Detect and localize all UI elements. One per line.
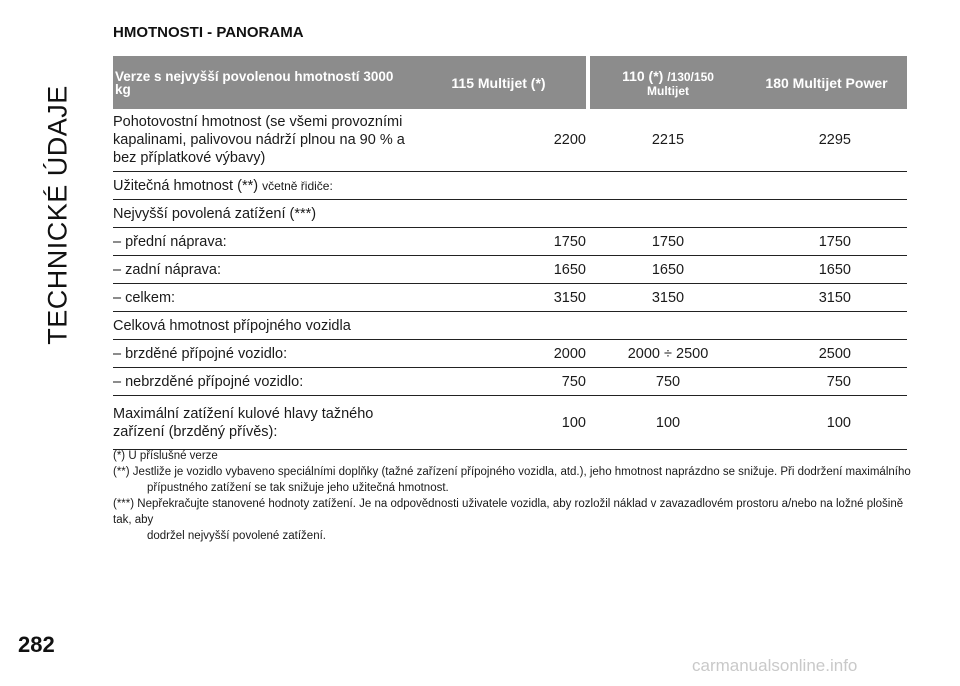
row-label: Nejvyšší povolená zatížení (***) xyxy=(113,200,411,228)
row-value-col3: 1650 xyxy=(746,256,907,284)
row-label: Maximální zatížení kulové hlavy tažného zařízení (brzděný přívěs): xyxy=(113,396,411,450)
row-value-col3 xyxy=(746,312,907,340)
row-value-col1: 1650 xyxy=(411,256,586,284)
row-value-col3 xyxy=(746,200,907,228)
row-value-col2: 2215 xyxy=(590,109,746,172)
footnote-2-cont: přípustného zatížení se tak snižuje jeho užitečná hmotnost. xyxy=(147,482,449,494)
page-title: HMOTNOSTI - PANORAMA xyxy=(113,24,304,41)
row-label-main: Užitečná hmotnost (**) xyxy=(113,177,259,194)
row-label: Pohotovostní hmotnost (se všemi provozními kapalinami, palivovou nádrží plnou na 90 % a bez příplatkové výbavy) xyxy=(113,109,411,172)
table-row xyxy=(113,172,907,200)
row-value-col3: 750 xyxy=(746,368,907,396)
row-value-col1: 2000 xyxy=(411,340,586,368)
table-row xyxy=(113,200,907,228)
header-180-multijet-power: 180 Multijet Power xyxy=(746,56,907,109)
row-value-col2 xyxy=(590,200,746,228)
row-value-col1: 100 xyxy=(411,396,586,450)
row-value-col3: 2295 xyxy=(746,109,907,172)
table-row xyxy=(113,228,907,256)
row-value-col3: 2500 xyxy=(746,340,907,368)
header-multijet-label: Multijet xyxy=(647,83,689,98)
header-115-multijet: 115 Multijet (*) xyxy=(411,56,586,109)
row-value-col2: 100 xyxy=(590,396,746,450)
row-value-col2: 3150 xyxy=(590,284,746,312)
row-label: Celková hmotnost přípojného vozidla xyxy=(113,312,586,340)
weights-table xyxy=(113,56,907,450)
row-value-col1: 1750 xyxy=(411,228,586,256)
row-value-col1 xyxy=(411,200,586,228)
row-value-col1: 750 xyxy=(411,368,586,396)
row-value-col2 xyxy=(590,312,746,340)
watermark: carmanualsonline.info xyxy=(692,656,858,675)
row-label: – přední náprava: xyxy=(113,228,411,256)
table-row xyxy=(113,396,907,450)
table-row xyxy=(113,368,907,396)
footnotes xyxy=(113,448,913,544)
row-value-col1: 3150 xyxy=(411,284,586,312)
footnote-3: (***) Nepřekračujte stanovené hodnoty zatížení. Je na odpovědnosti uživatele vozidla, aby rozložil náklad v zavazadlovém prostoru a/nebo na ložné plošině tak, aby xyxy=(113,498,904,526)
table-row xyxy=(113,109,907,172)
row-value-col1: 2200 xyxy=(411,109,586,172)
row-label-small: včetně řidiče: xyxy=(262,178,333,193)
row-value-col3 xyxy=(746,172,907,200)
row-value-col3: 100 xyxy=(746,396,907,450)
side-section-title: TECHNICKÉ ÚDAJE xyxy=(42,85,73,345)
row-value-col2 xyxy=(590,172,746,200)
row-label: – zadní náprava: xyxy=(113,256,411,284)
header-130-150-label: /130/150 xyxy=(667,69,714,84)
row-value-col3: 1750 xyxy=(746,228,907,256)
row-label: – brzděné přípojné vozidlo: xyxy=(113,340,411,368)
row-value-col2: 2000 ÷ 2500 xyxy=(590,340,746,368)
footnote-2: (**) Jestliže je vozidlo vybaveno speciálními doplňky (tažné zařízení přípojného vozidla, atd.), jeho hmotnost naprázdno se snižuje. Při dodržení maximálního xyxy=(113,466,911,478)
row-value-col3: 3150 xyxy=(746,284,907,312)
row-label: – celkem: xyxy=(113,284,411,312)
table-row xyxy=(113,284,907,312)
footnote-3-cont: dodržel nejvyšší povolené zatížení. xyxy=(147,530,326,542)
table-row xyxy=(113,340,907,368)
row-value-col2: 1750 xyxy=(590,228,746,256)
table-row xyxy=(113,312,907,340)
footnote-1: (*) U příslušné verze xyxy=(113,450,218,462)
row-value-col2: 1650 xyxy=(590,256,746,284)
header-version: Verze s nejvyšší povolenou hmotností 3000 kg xyxy=(113,56,411,109)
table-header-row xyxy=(113,56,907,109)
row-label xyxy=(113,172,586,200)
page-number: 282 xyxy=(18,632,55,657)
row-value-col2: 750 xyxy=(590,368,746,396)
header-110-130-150-multijet xyxy=(590,56,746,109)
header-110-label: 110 (*) xyxy=(622,67,664,84)
table-row xyxy=(113,256,907,284)
row-label: – nebrzděné přípojné vozidlo: xyxy=(113,368,411,396)
